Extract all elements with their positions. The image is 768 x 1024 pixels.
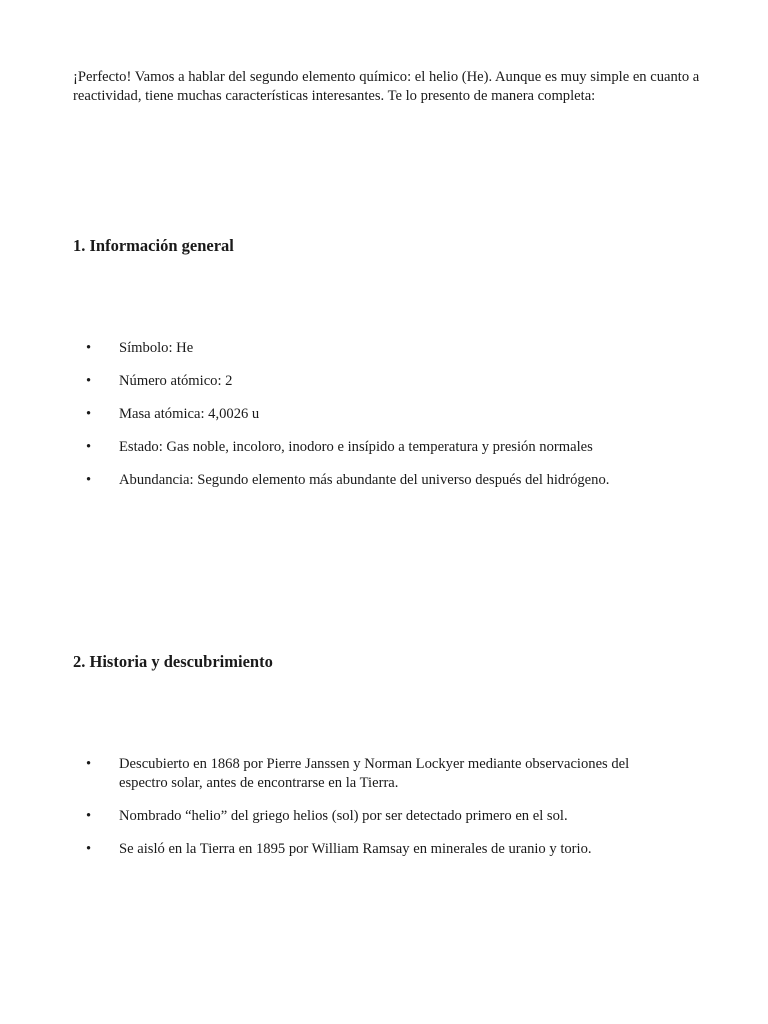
- list-item-text: Nombrado “helio” del griego helios (sol) por ser detectado primero en el sol.: [119, 808, 568, 824]
- section-heading-history: 2. Historia y descubrimiento: [73, 652, 273, 671]
- list-item: [0, 372, 768, 391]
- list-item-text: Estado: Gas noble, incoloro, inodoro e insípido a temperatura y presión normales: [119, 439, 593, 455]
- intro-paragraph: ¡Perfecto! Vamos a hablar del segundo elemento químico: el helio (He). Aunque es muy simple en cuanto a reactividad, tiene muchas características interesantes. Te lo presento de manera completa:: [73, 69, 700, 104]
- list-item: [0, 755, 768, 793]
- list-item: [0, 339, 768, 358]
- general-info-list: [0, 339, 768, 504]
- list-item: [0, 438, 768, 457]
- bullet-icon: •: [86, 808, 92, 824]
- section-heading-general-info: 1. Información general: [73, 236, 234, 255]
- list-item: [0, 807, 768, 826]
- list-item: [0, 405, 768, 424]
- list-item-text: Símbolo: He: [119, 340, 194, 356]
- list-item: [0, 471, 768, 490]
- list-item-text: Abundancia: Segundo elemento más abundante del universo después del hidrógeno.: [119, 472, 610, 488]
- bullet-icon: •: [86, 472, 92, 488]
- list-item: [0, 840, 768, 859]
- list-item-text: Descubierto en 1868 por Pierre Janssen y Norman Lockyer mediante observaciones del espectro solar, antes de encontrarse en la Tierra.: [119, 756, 630, 791]
- list-item-text: Se aisló en la Tierra en 1895 por William Ramsay en minerales de uranio y torio.: [119, 841, 592, 857]
- list-item-text: Número atómico: 2: [119, 373, 233, 389]
- bullet-icon: •: [86, 439, 92, 455]
- bullet-icon: •: [86, 373, 92, 389]
- bullet-icon: •: [86, 406, 92, 422]
- bullet-icon: •: [86, 756, 92, 772]
- bullet-icon: •: [86, 841, 92, 857]
- bullet-icon: •: [86, 340, 92, 356]
- history-list: [0, 755, 768, 873]
- list-item-text: Masa atómica: 4,0026 u: [119, 406, 260, 422]
